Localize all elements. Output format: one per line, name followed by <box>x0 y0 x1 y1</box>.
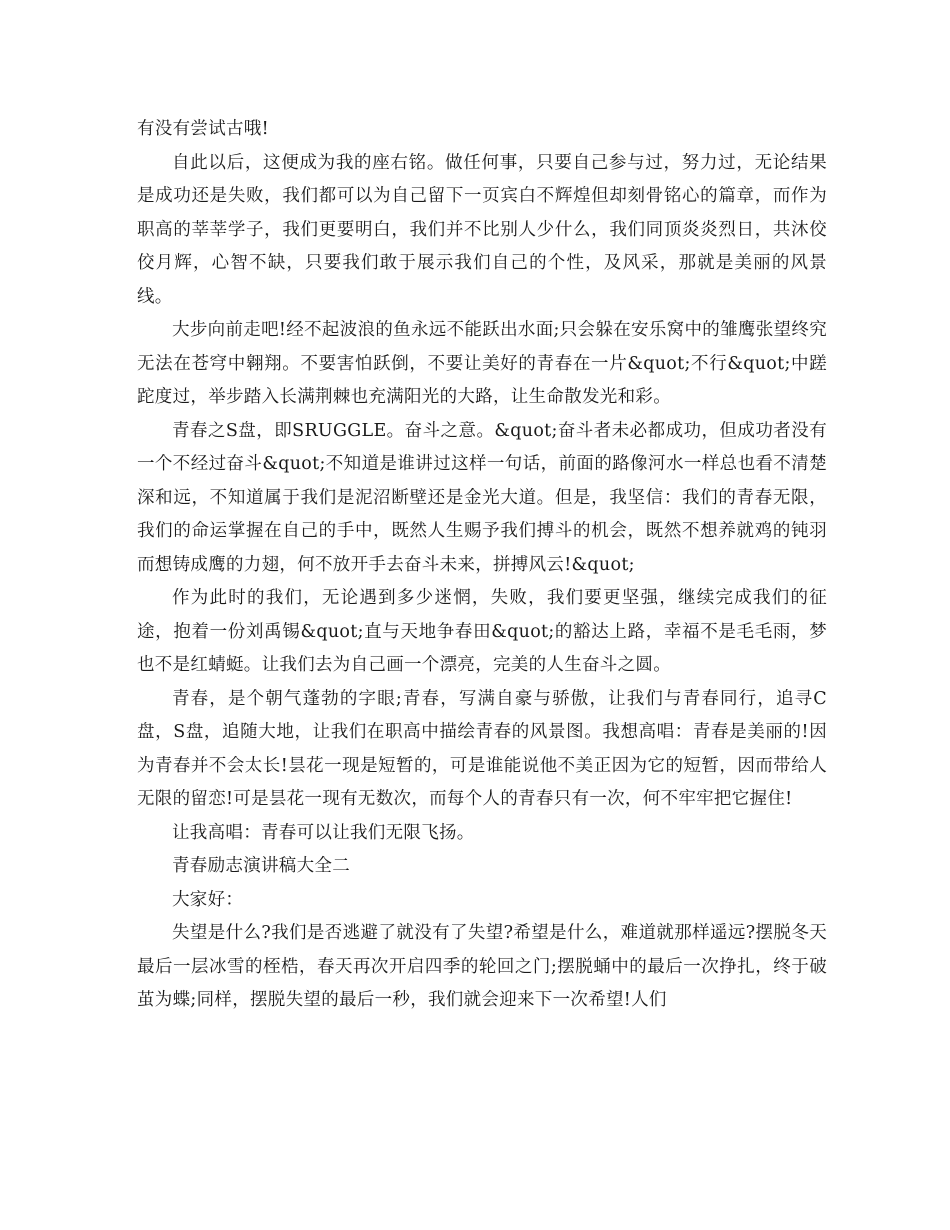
paragraph: 大步向前走吧!经不起波浪的鱼永远不能跃出水面;只会躲在安乐窝中的雏鹰张望终究无法在苍穹中翱翔。不要害怕跃倒，不要让美好的青春在一片&quot;不行&quot;中蹉跎度过，举步踏入长满荆棘也充满阳光的大路，让生命散发光和彩。 <box>137 320 827 407</box>
paragraph: 让我高唱：青春可以让我们无限飞扬。 <box>172 822 475 843</box>
paragraph: 青春之S盘，即SRUGGLE。奋斗之意。&quot;奋斗者未必都成功，但成功者没有一个不经过奋斗&quot;不知道是谁讲过这样一句话，前面的路像河水一样总也看不清楚深和远，不知道属于我们是泥沼断壁还是金光大道。但是，我坚信：我们的青春无限，我们的命运掌握在自己的手中，既然人生赐予我们搏斗的机会，既然不想养就鸡的钝羽而想铸成鹰的力翅，何不放开手去奋斗未来，拼搏风云!&quot; <box>137 420 827 575</box>
section-heading: 青春励志演讲稿大全二 <box>172 856 350 876</box>
salutation: 大家好： <box>172 889 244 910</box>
paragraph: 作为此时的我们，无论遇到多少迷惘，失败，我们要更坚强，继续完成我们的征途，抱着一份刘禹锡&quot;直与天地争春田&quot;的豁达上路，幸福不是毛毛雨，梦也不是红蜻蜓。让我们去为自己画一个漂亮，完美的人生奋斗之圆。 <box>137 588 827 675</box>
paragraph: 青春，是个朝气蓬勃的字眼;青春，写满自豪与骄傲，让我们与青春同行，追寻C盘，S盘，追随大地，让我们在职高中描绘青春的风景图。我想高唱：青春是美丽的!因为青春并不会太长!昙花一现是短暂的，可是谁能说他不美正因为它的短暂，因而带给人无限的留恋!可是昙花一现有无数次，而每个人的青春只有一次，何不牢牢把它握住! <box>137 688 827 809</box>
paragraph: 自此以后，这便成为我的座右铭。做任何事，只要自己参与过，努力过，无论结果是成功还是失败，我们都可以为自己留下一页宾白不辉煌但却刻骨铭心的篇章，而作为职高的莘莘学子，我们更要明白，我们并不比别人少什么，我们同顶炎炎烈日，共沐佼佼月辉，心智不缺，只要我们敢于展示我们自己的个性，及风采，那就是美丽的风景线。 <box>137 152 827 307</box>
document-body <box>137 113 827 1018</box>
paragraph: 有没有尝试古哦! <box>137 119 269 139</box>
paragraph: 失望是什么?我们是否逃避了就没有了失望?希望是什么，难道就那样遥远?摆脱冬天最后一层冰雪的桎梏，春天再次开启四季的轮回之门;摆脱蛹中的最后一次挣扎，终于破茧为蝶;同样，摆脱失望的最后一秒，我们就会迎来下一次希望!人们 <box>137 923 827 1010</box>
